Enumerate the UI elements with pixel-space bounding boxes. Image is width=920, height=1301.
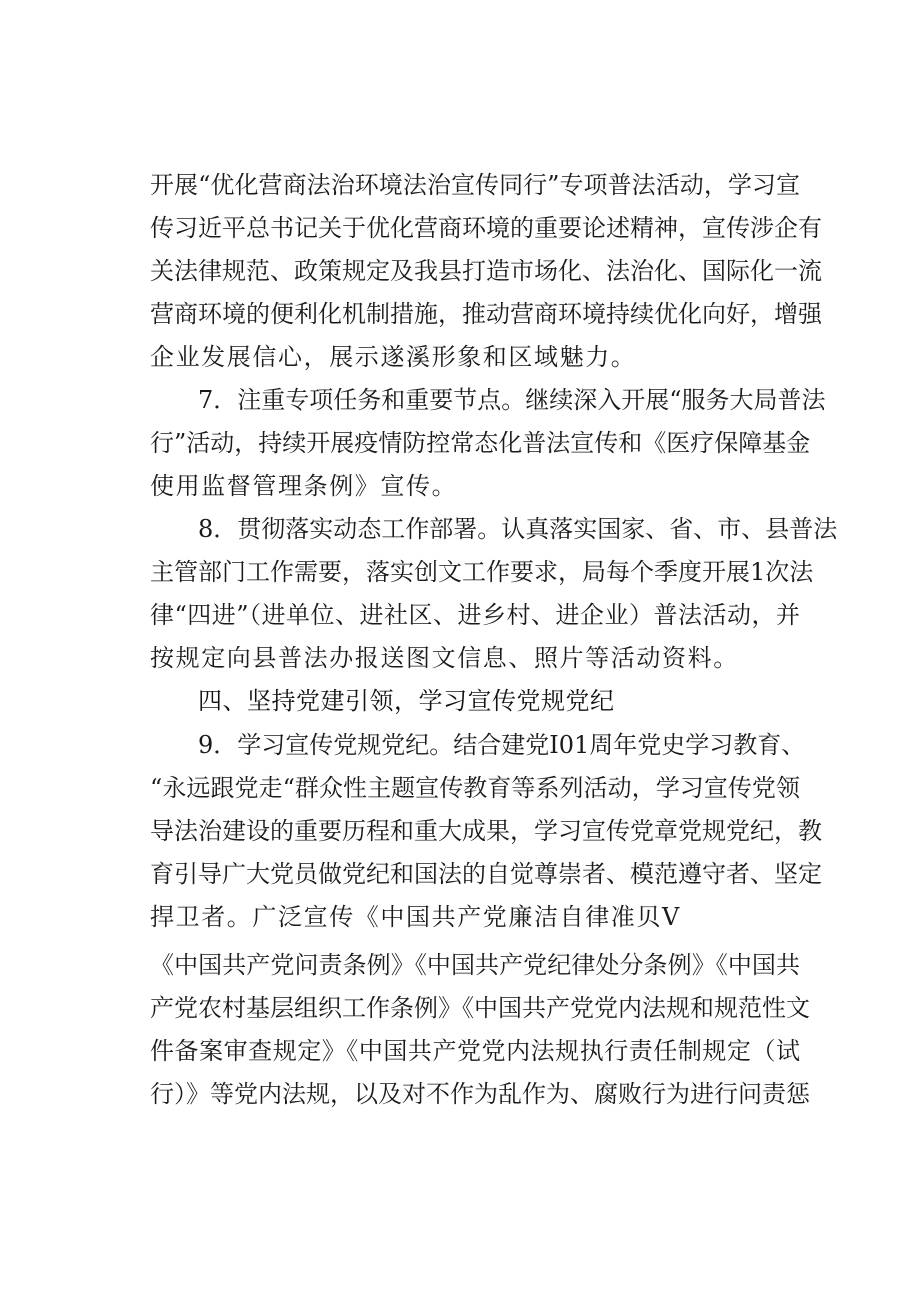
paragraph-9-line-1: 9．学习宣传党规党纪。结合建党I01周年党史学习教育、 bbox=[198, 731, 806, 759]
paragraph-6-line-4: 营商环境的便利化机制措施，推动营商环境持续优化向好，增强 bbox=[150, 300, 822, 328]
paragraph-9-line-2: “永远跟党走“群众性主题宣传教育等系列活动，学习宣传党领 bbox=[150, 774, 800, 802]
paragraph-6-line-2: 传习近平总书记关于优化营商环境的重要论述精神，宣传涉企有 bbox=[150, 214, 822, 242]
paragraph-9-line-3: 导法治建设的重要历程和重大成果，学习宣传党章党规党纪，教 bbox=[150, 817, 822, 845]
paragraph-6-line-5: 企业发展信心，展示遂溪形象和区域魅力。 bbox=[150, 343, 637, 371]
paragraph-9-line-4: 育引导广大党员做党纪和国法的自觉尊崇者、模范遵守者、坚定 bbox=[150, 860, 822, 888]
paragraph-9-line-5: 捍卫者。广泛宣传《中国共产党廉洁自律准贝V bbox=[150, 903, 681, 931]
paragraph-8-line-3: 律“四进”（进单位、进社区、进乡村、进企业）普法活动，并 bbox=[150, 601, 800, 629]
paragraph-9-line-6: 《中国共产党问责条例》《中国共产党纪律处分条例》《中国共 bbox=[150, 951, 800, 979]
section-heading: 四、坚持党建引领，学习宣传党规党纪 bbox=[198, 687, 615, 715]
paragraph-9-line-7: 产党农村基层组织工作条例》《中国共产党党内法规和规范性文 bbox=[150, 994, 810, 1022]
paragraph-9-line-9: 行）》等党内法规，以及对不作为乱作为、腐败行为进行问责惩 bbox=[150, 1080, 810, 1108]
paragraph-7-line-2: 行”活动，持续开展疫情防控常态化普法宣传和《医疗保障基金 bbox=[150, 429, 811, 457]
paragraph-6-line-1: 开展“优化营商法治环境法治宣传同行”专项普法活动，学习宣 bbox=[150, 171, 800, 199]
paragraph-8-line-2: 主管部门工作需要，落实创文工作要求，局每个季度开展1次法 bbox=[150, 558, 814, 586]
paragraph-7-line-1: 7．注重专项任务和重要节点。继续深入开展“服务大局普法 bbox=[198, 386, 826, 414]
paragraph-9-line-8: 件备案审查规定》《中国共产党党内法规执行责任制规定（试 bbox=[150, 1037, 800, 1065]
paragraph-6-line-3: 关法律规范、政策规定及我县打造市场化、法治化、国际化一流 bbox=[150, 257, 822, 285]
paragraph-8-line-1: 8．贯彻落实动态工作部署。认真落实国家、省、市、县普法 bbox=[198, 515, 838, 543]
paragraph-8-line-4: 按规定向县普法办报送图文信息、照片等活动资料。 bbox=[150, 644, 739, 672]
paragraph-7-line-3: 使用监督管理条例》宣传。 bbox=[150, 472, 458, 500]
